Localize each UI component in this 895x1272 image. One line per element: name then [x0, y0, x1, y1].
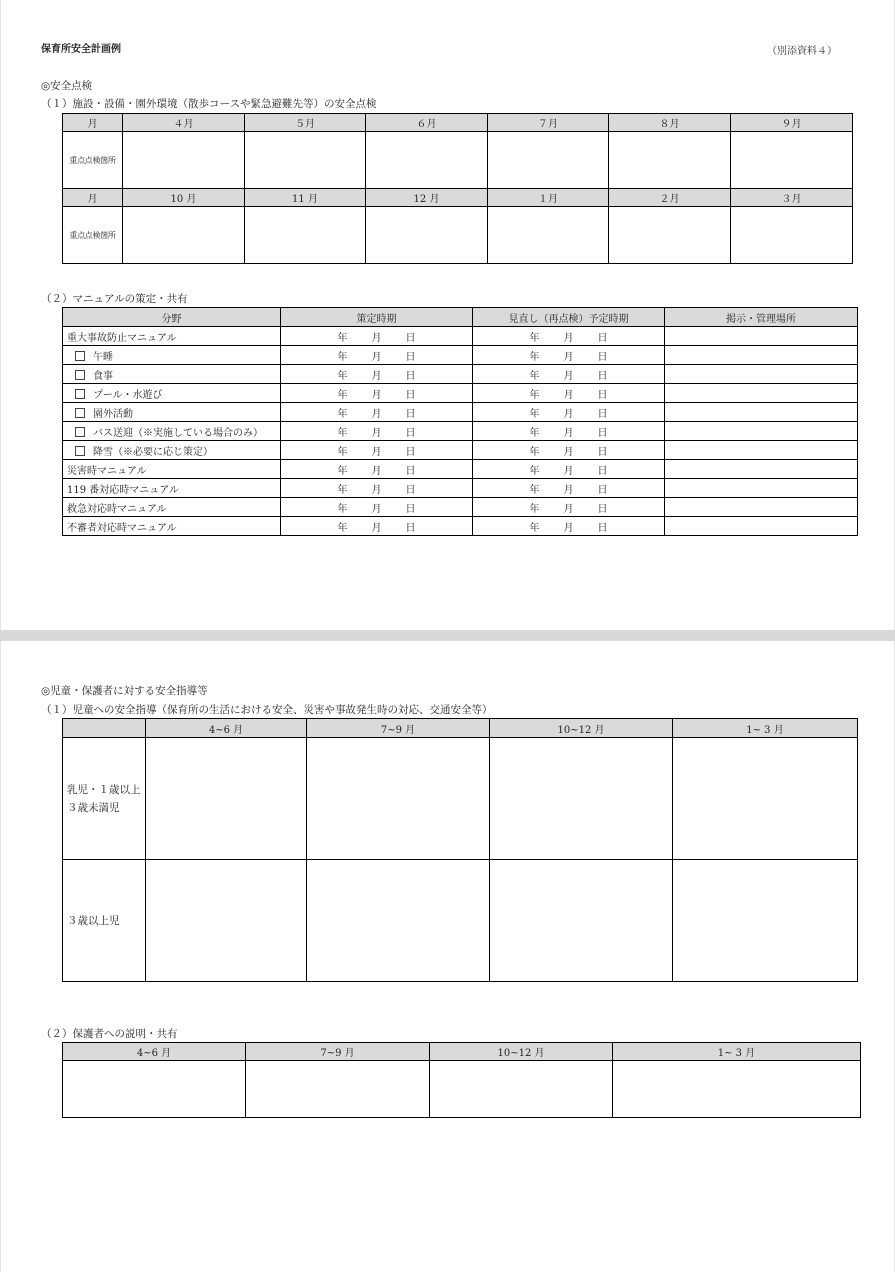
location-cell[interactable]: [665, 460, 858, 479]
sharing-cell[interactable]: [430, 1061, 613, 1118]
date-part-label: 年: [337, 370, 348, 382]
section-heading-safety-inspection: ◎安全点検: [41, 80, 93, 92]
attachment-label: （別添資料４）: [767, 46, 837, 57]
date-part-label: 年: [337, 522, 348, 534]
date-part-label: 年: [529, 389, 540, 401]
focus-point-cell[interactable]: [488, 207, 609, 264]
date-part-label: 年: [337, 503, 348, 515]
guidance-cell[interactable]: [146, 860, 307, 982]
date-part-label: 年: [529, 427, 540, 439]
manual-field-label: バス送迎（※実施している場合のみ）: [93, 427, 263, 439]
focus-point-cell[interactable]: [609, 207, 731, 264]
location-cell[interactable]: [665, 479, 858, 498]
date-part-label: 月: [371, 332, 382, 344]
manual-field-label: 降雪（※必要に応じ策定）: [93, 446, 213, 458]
date-part-label: 月: [563, 522, 574, 534]
date-part-label: 日: [597, 389, 608, 401]
manual-row: [63, 517, 858, 536]
period-header-cell: 1~ 3 月: [613, 1043, 861, 1061]
focus-point-cell[interactable]: [123, 207, 245, 264]
guidance-row: [63, 738, 858, 860]
manual-field-label: 119 番対応時マニュアル: [67, 484, 179, 496]
focus-point-cell[interactable]: [731, 207, 853, 264]
location-cell[interactable]: [665, 517, 858, 536]
date-part-label: 日: [405, 427, 416, 439]
date-part-label: 年: [337, 446, 348, 458]
location-cell[interactable]: [665, 403, 858, 422]
date-part-label: 日: [405, 522, 416, 534]
manual-field-cell: [63, 365, 281, 384]
month-cell: ４月: [123, 114, 245, 132]
date-part-label: 月: [371, 389, 382, 401]
date-part-label: 年: [529, 408, 540, 420]
established-date-cell[interactable]: [281, 346, 473, 365]
document-page-2: [0, 641, 895, 1272]
focus-point-cell[interactable]: [245, 207, 366, 264]
manual-field-cell: [63, 384, 281, 403]
manual-field-label: 園外活動: [93, 408, 133, 420]
manual-field-cell: [63, 441, 281, 460]
review-date-cell[interactable]: [473, 327, 665, 346]
manual-field-label: 午睡: [93, 351, 113, 363]
manual-field-cell: [63, 460, 281, 479]
established-date-cell[interactable]: [281, 517, 473, 536]
date-part-label: 月: [371, 484, 382, 496]
date-part-label: 日: [597, 408, 608, 420]
established-date-cell[interactable]: [281, 422, 473, 441]
date-part-label: 年: [529, 484, 540, 496]
focus-point-cell[interactable]: [123, 132, 245, 189]
review-date-cell[interactable]: [473, 365, 665, 384]
period-header-cell: 4~6 月: [146, 719, 307, 738]
guidance-cell[interactable]: [673, 738, 858, 860]
date-part-label: 日: [405, 484, 416, 496]
guidance-cell[interactable]: [490, 860, 673, 982]
manual-header-row: [63, 308, 858, 327]
date-part-label: 日: [597, 370, 608, 382]
checkbox-icon[interactable]: [75, 446, 85, 456]
month-cell: ９月: [731, 114, 853, 132]
month-cell: ８月: [609, 114, 731, 132]
month-cell: 11 月: [245, 189, 366, 207]
manual-row: [63, 384, 858, 403]
manual-row: [63, 498, 858, 517]
month-cell: 10 月: [123, 189, 245, 207]
review-date-cell[interactable]: [473, 498, 665, 517]
guidance-cell[interactable]: [146, 738, 307, 860]
sub-heading-child-guidance: （１）児童への安全指導（保育所の生活における安全、災害や事故発生時の対応、交通安全等）: [41, 704, 493, 716]
date-part-label: 日: [597, 522, 608, 534]
guidance-corner-cell: [63, 719, 146, 738]
sub-heading-facility-inspection: （１）施設・設備・園外環境（散歩コースや緊急避難先等）の安全点検: [41, 98, 377, 110]
established-date-cell[interactable]: [281, 441, 473, 460]
guidance-cell[interactable]: [673, 860, 858, 982]
date-part-label: 月: [563, 332, 574, 344]
period-header-cell: 10~12 月: [430, 1043, 613, 1061]
month-cell: ６月: [366, 114, 488, 132]
sharing-cell[interactable]: [613, 1061, 861, 1118]
date-part-label: 年: [529, 446, 540, 458]
inspection-focus-row: [63, 132, 853, 189]
manual-field-label: プール・水遊び: [93, 389, 163, 401]
location-cell[interactable]: [665, 384, 858, 403]
manual-row: [63, 460, 858, 479]
manual-header-established: 策定時期: [281, 308, 473, 327]
inspection-focus-row: [63, 207, 853, 264]
date-part-label: 日: [405, 370, 416, 382]
established-date-cell[interactable]: [281, 365, 473, 384]
date-part-label: 日: [405, 332, 416, 344]
period-header-cell: 7~9 月: [246, 1043, 430, 1061]
date-part-label: 月: [371, 503, 382, 515]
review-date-cell[interactable]: [473, 403, 665, 422]
date-part-label: 月: [563, 503, 574, 515]
manual-field-cell: [63, 422, 281, 441]
date-part-label: 日: [597, 503, 608, 515]
manual-row: [63, 479, 858, 498]
manual-row: [63, 365, 858, 384]
date-part-label: 年: [529, 351, 540, 363]
month-header-cell: 月: [63, 189, 123, 207]
period-header-cell: 4~6 月: [63, 1043, 246, 1061]
focus-point-cell[interactable]: [245, 132, 366, 189]
date-part-label: 月: [371, 370, 382, 382]
manual-row: [63, 346, 858, 365]
established-date-cell[interactable]: [281, 498, 473, 517]
focus-point-label: 重点点検箇所: [63, 132, 123, 189]
guidance-cell[interactable]: [490, 738, 673, 860]
date-part-label: 月: [371, 408, 382, 420]
manual-field-label: 食事: [93, 370, 113, 382]
established-date-cell[interactable]: [281, 327, 473, 346]
manual-row: [63, 327, 858, 346]
date-part-label: 月: [371, 465, 382, 477]
date-part-label: 日: [597, 465, 608, 477]
date-part-label: 月: [563, 351, 574, 363]
manual-row: [63, 422, 858, 441]
date-part-label: 年: [529, 522, 540, 534]
manual-field-cell: [63, 498, 281, 517]
month-header-cell: 月: [63, 114, 123, 132]
period-header-cell: 7~9 月: [307, 719, 490, 738]
manual-header-review: 見直し（再点検）予定時期: [473, 308, 665, 327]
date-part-label: 年: [337, 332, 348, 344]
date-part-label: 年: [529, 370, 540, 382]
date-part-label: 月: [563, 446, 574, 458]
location-cell[interactable]: [665, 346, 858, 365]
date-part-label: 日: [597, 484, 608, 496]
manual-field-label: 救急対応時マニュアル: [67, 503, 167, 515]
manual-field-cell: [63, 346, 281, 365]
review-date-cell[interactable]: [473, 384, 665, 403]
date-part-label: 日: [405, 465, 416, 477]
checkbox-icon[interactable]: [75, 427, 85, 437]
section-heading-guidance: ◎児童・保護者に対する安全指導等: [41, 685, 208, 697]
review-date-cell[interactable]: [473, 479, 665, 498]
sub-heading-guardian-sharing: （２）保護者への説明・共有: [41, 1028, 178, 1040]
date-part-label: 年: [529, 332, 540, 344]
date-part-label: 月: [563, 408, 574, 420]
age-group-label: 乳児・１歳以上３歳未満児: [63, 738, 146, 860]
guidance-row: [63, 860, 858, 982]
guardian-sharing-table: [62, 1042, 861, 1118]
child-guidance-table: [62, 718, 858, 982]
location-cell[interactable]: [665, 441, 858, 460]
month-cell: ７月: [488, 114, 609, 132]
location-cell[interactable]: [665, 365, 858, 384]
inspection-month-row: [63, 189, 853, 207]
date-part-label: 日: [597, 446, 608, 458]
inspection-month-row: [63, 114, 853, 132]
date-part-label: 年: [337, 408, 348, 420]
sharing-row: [63, 1061, 861, 1118]
checkbox-icon[interactable]: [75, 389, 85, 399]
sharing-cell[interactable]: [63, 1061, 246, 1118]
focus-point-cell[interactable]: [366, 207, 488, 264]
date-part-label: 月: [563, 370, 574, 382]
month-cell: 12 月: [366, 189, 488, 207]
manual-field-cell: [63, 517, 281, 536]
date-part-label: 日: [405, 408, 416, 420]
date-part-label: 月: [371, 427, 382, 439]
guidance-cell[interactable]: [307, 738, 490, 860]
focus-point-cell[interactable]: [366, 132, 488, 189]
review-date-cell[interactable]: [473, 346, 665, 365]
established-date-cell[interactable]: [281, 460, 473, 479]
focus-point-cell[interactable]: [731, 132, 853, 189]
focus-point-label: 重点点検箇所: [63, 207, 123, 264]
manual-row: [63, 403, 858, 422]
date-part-label: 年: [529, 465, 540, 477]
date-part-label: 日: [405, 389, 416, 401]
review-date-cell[interactable]: [473, 460, 665, 479]
date-part-label: 月: [371, 522, 382, 534]
date-part-label: 日: [597, 427, 608, 439]
month-cell: ５月: [245, 114, 366, 132]
manual-row: [63, 441, 858, 460]
date-part-label: 日: [597, 332, 608, 344]
manual-field-cell: [63, 479, 281, 498]
date-part-label: 日: [405, 503, 416, 515]
date-part-label: 日: [597, 351, 608, 363]
manual-field-label: 不審者対応時マニュアル: [67, 522, 177, 534]
document-page-1: [0, 0, 895, 630]
checkbox-icon[interactable]: [75, 408, 85, 418]
date-part-label: 日: [405, 446, 416, 458]
period-header-cell: 1~ 3 月: [673, 719, 858, 738]
period-header-cell: 10~12 月: [490, 719, 673, 738]
date-part-label: 年: [337, 427, 348, 439]
established-date-cell[interactable]: [281, 403, 473, 422]
guidance-cell[interactable]: [307, 860, 490, 982]
established-date-cell[interactable]: [281, 479, 473, 498]
focus-point-cell[interactable]: [609, 132, 731, 189]
location-cell[interactable]: [665, 422, 858, 441]
date-part-label: 日: [405, 351, 416, 363]
date-part-label: 月: [371, 446, 382, 458]
date-part-label: 月: [563, 389, 574, 401]
manual-table: [62, 307, 858, 536]
month-cell: ３月: [731, 189, 853, 207]
established-date-cell[interactable]: [281, 384, 473, 403]
date-part-label: 月: [563, 427, 574, 439]
date-part-label: 月: [563, 484, 574, 496]
month-cell: １月: [488, 189, 609, 207]
checkbox-icon[interactable]: [75, 351, 85, 361]
sharing-cell[interactable]: [246, 1061, 430, 1118]
date-part-label: 年: [337, 465, 348, 477]
review-date-cell[interactable]: [473, 422, 665, 441]
manual-field-label: 重大事故防止マニュアル: [67, 332, 177, 344]
age-group-label: ３歳以上児: [63, 860, 146, 982]
manual-header-location: 掲示・管理場所: [665, 308, 858, 327]
date-part-label: 年: [529, 503, 540, 515]
date-part-label: 月: [563, 465, 574, 477]
inspection-table: [62, 113, 853, 264]
sub-heading-manual: （２）マニュアルの策定・共有: [41, 293, 188, 305]
document-title: 保育所安全計画例: [41, 44, 121, 55]
location-cell[interactable]: [665, 498, 858, 517]
date-part-label: 年: [337, 351, 348, 363]
review-date-cell[interactable]: [473, 517, 665, 536]
month-cell: ２月: [609, 189, 731, 207]
location-cell[interactable]: [665, 327, 858, 346]
manual-field-label: 災害時マニュアル: [67, 465, 147, 477]
date-part-label: 月: [371, 351, 382, 363]
manual-header-field: 分野: [63, 308, 281, 327]
manual-field-cell: [63, 327, 281, 346]
sharing-header-row: [63, 1043, 861, 1061]
checkbox-icon[interactable]: [75, 370, 85, 380]
date-part-label: 年: [337, 389, 348, 401]
guidance-header-row: [63, 719, 858, 738]
review-date-cell[interactable]: [473, 441, 665, 460]
date-part-label: 年: [337, 484, 348, 496]
focus-point-cell[interactable]: [488, 132, 609, 189]
manual-field-cell: [63, 403, 281, 422]
